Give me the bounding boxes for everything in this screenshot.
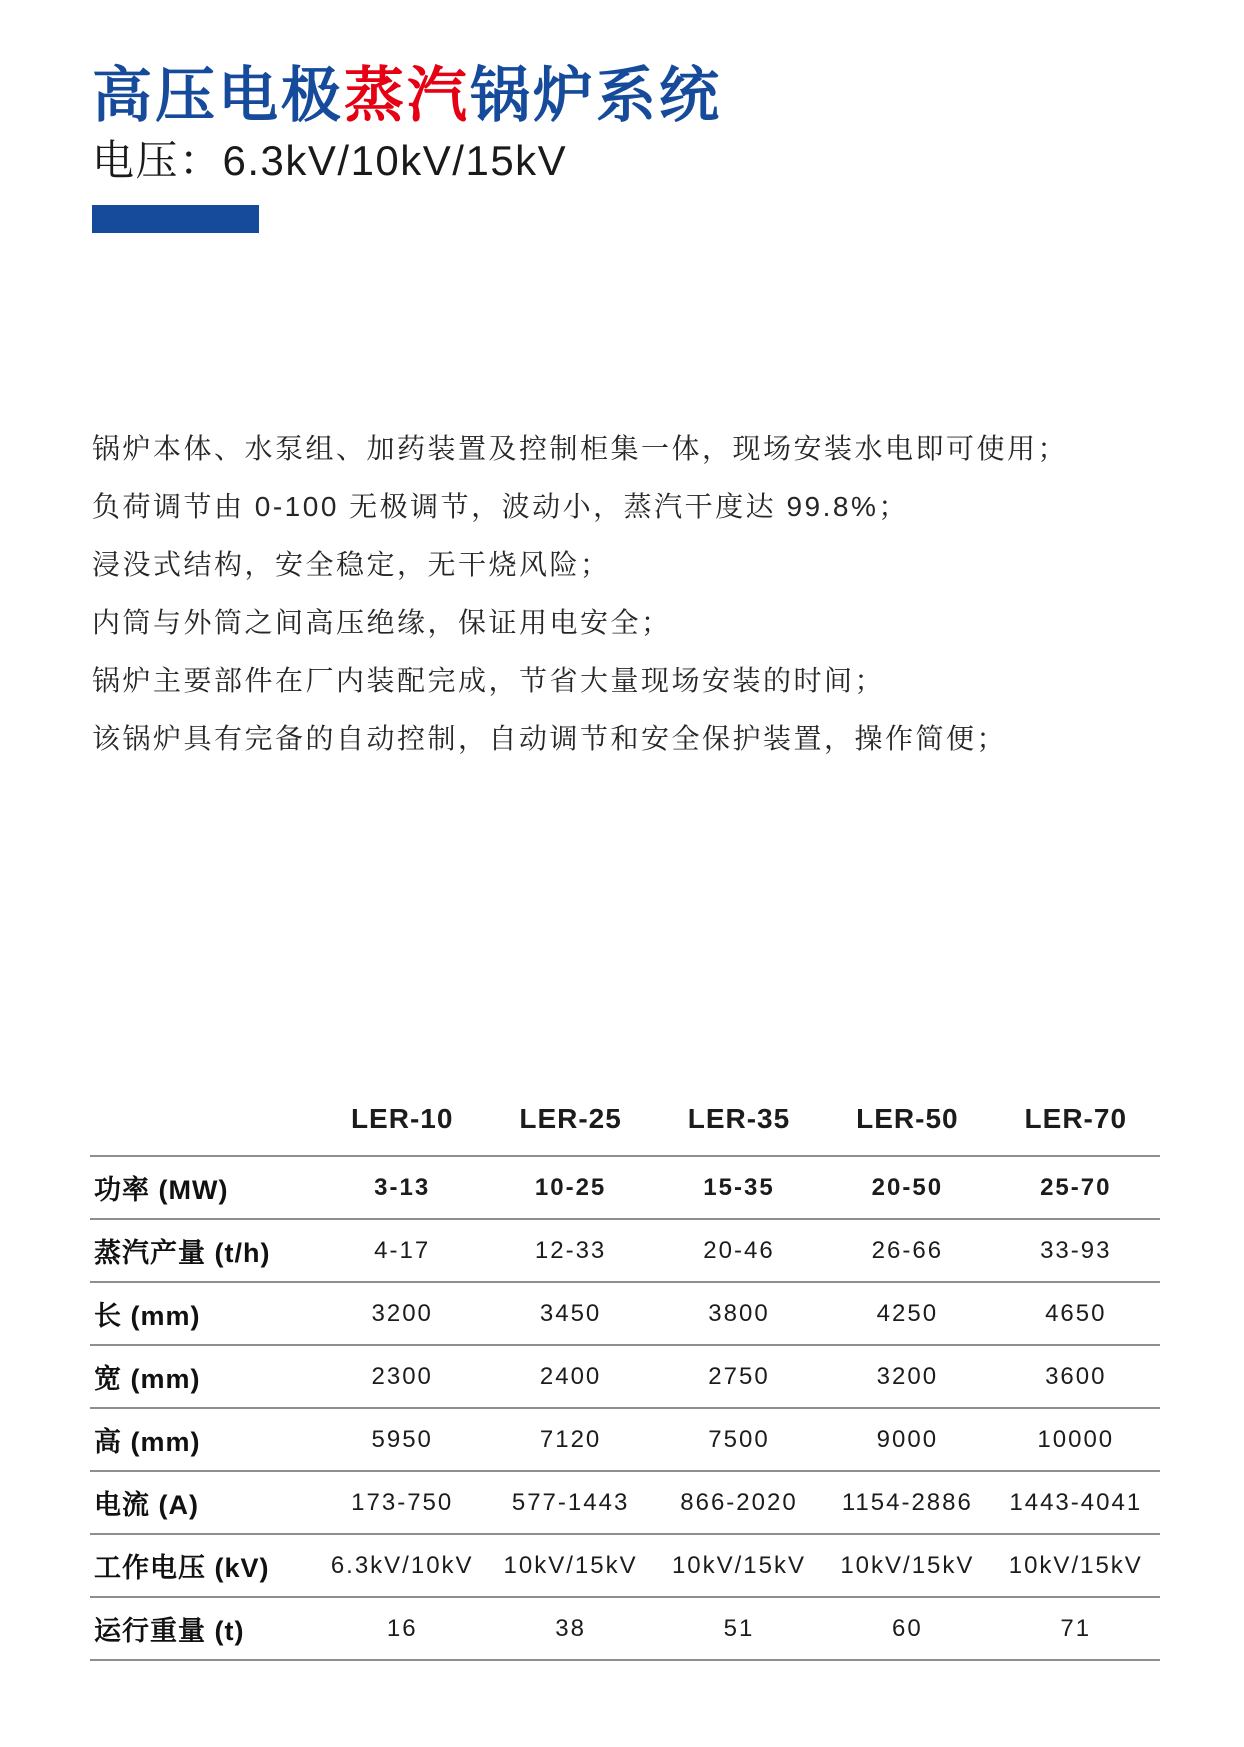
value-cell: 20-46: [703, 1236, 775, 1264]
value-cell: 2400: [539, 1362, 602, 1390]
table-row-width: [90, 1345, 1160, 1408]
title-segment-blue-1: 高压电极: [92, 62, 344, 129]
value-cell: 1154-2886: [841, 1488, 973, 1516]
value-cell: 3450: [539, 1299, 602, 1327]
model-name: LER-70: [1024, 1103, 1128, 1134]
value-cell: 38: [555, 1614, 586, 1642]
title-segment-blue-2: 锅炉系统: [470, 62, 722, 129]
title-segment-red: 蒸汽: [344, 62, 470, 129]
feature-line: 锅炉主要部件在厂内装配完成，节省大量现场安装的时间；: [92, 665, 886, 696]
feature-list: [92, 420, 1172, 768]
value-cell: 60: [892, 1614, 923, 1642]
model-header-row: [90, 1083, 1160, 1156]
value-cell: 3200: [371, 1299, 433, 1327]
value-cell: 10-25: [534, 1173, 607, 1201]
value-cell: 16: [386, 1614, 418, 1642]
value-cell: 10kV/15kV: [671, 1551, 807, 1579]
value-cell: 26-66: [871, 1236, 944, 1264]
model-name: LER-25: [519, 1103, 622, 1134]
row-label: 功率 (MW): [94, 1175, 229, 1205]
model-name: LER-35: [687, 1103, 791, 1134]
value-cell: 25-70: [1040, 1173, 1112, 1201]
table-row-steam-output: [90, 1219, 1160, 1282]
row-label: 工作电压 (kV): [94, 1553, 270, 1583]
value-cell: 866-2020: [680, 1488, 798, 1516]
value-cell: 2300: [371, 1362, 433, 1390]
table-row-power: [90, 1156, 1160, 1219]
feature-line: 负荷调节由 0-100 无极调节，波动小，蒸汽干度达 99.8%；: [92, 491, 909, 522]
accent-bar: [92, 205, 259, 233]
spec-table: [90, 1083, 1160, 1661]
row-label: 蒸汽产量 (t/h): [94, 1238, 271, 1268]
row-label: 高 (mm): [94, 1427, 201, 1457]
value-cell: 7500: [708, 1425, 770, 1453]
value-cell: 4-17: [374, 1236, 431, 1264]
value-cell: 7120: [539, 1425, 602, 1453]
value-cell: 10kV/15kV: [1008, 1551, 1143, 1579]
row-label: 长 (mm): [94, 1301, 201, 1331]
table-row-working-voltage: [90, 1534, 1160, 1597]
model-name: LER-10: [350, 1103, 454, 1134]
value-cell: 12-33: [534, 1236, 607, 1264]
table-row-operating-weight: [90, 1597, 1160, 1660]
value-cell: 3200: [876, 1362, 939, 1390]
feature-line: 锅炉本体、水泵组、加药装置及控制柜集一体，现场安装水电即可使用；: [92, 433, 1069, 464]
value-cell: 10000: [1037, 1425, 1115, 1453]
feature-line: 该锅炉具有完备的自动控制，自动调节和安全保护装置，操作简便；: [92, 723, 1008, 754]
value-cell: 4250: [876, 1299, 939, 1327]
header-empty-cell: [90, 1083, 318, 1156]
table-row-length: [90, 1282, 1160, 1345]
row-label: 宽 (mm): [94, 1364, 201, 1394]
feature-line: 内筒与外筒之间高压绝缘，保证用电安全；: [92, 607, 672, 638]
value-cell: 20-50: [871, 1173, 944, 1201]
model-name: LER-50: [856, 1103, 959, 1134]
value-cell: 3600: [1045, 1362, 1107, 1390]
value-cell: 3-13: [374, 1173, 431, 1201]
row-label: 运行重量 (t): [94, 1616, 245, 1646]
value-cell: 577-1443: [511, 1488, 630, 1516]
row-label: 电流 (A): [94, 1490, 199, 1520]
value-cell: 2750: [708, 1362, 770, 1390]
feature-line: 浸没式结构，安全稳定，无干烧风险；: [92, 549, 611, 580]
value-cell: 33-93: [1040, 1236, 1112, 1264]
voltage-subtitle: 电压：6.3kV/10kV/15kV: [92, 137, 568, 184]
value-cell: 51: [723, 1614, 755, 1642]
value-cell: 6.3kV/10kV: [330, 1551, 474, 1579]
value-cell: 4650: [1045, 1299, 1107, 1327]
table-row-height: [90, 1408, 1160, 1471]
value-cell: 173-750: [351, 1488, 454, 1516]
value-cell: 1443-4041: [1009, 1488, 1143, 1516]
value-cell: 71: [1060, 1614, 1092, 1642]
value-cell: 10kV/15kV: [503, 1551, 638, 1579]
value-cell: 15-35: [703, 1173, 775, 1201]
value-cell: 10kV/15kV: [840, 1551, 975, 1579]
page-title: [92, 62, 722, 129]
table-row-current: [90, 1471, 1160, 1534]
value-cell: 5950: [371, 1425, 433, 1453]
value-cell: 9000: [876, 1425, 939, 1453]
value-cell: 3800: [708, 1299, 770, 1327]
